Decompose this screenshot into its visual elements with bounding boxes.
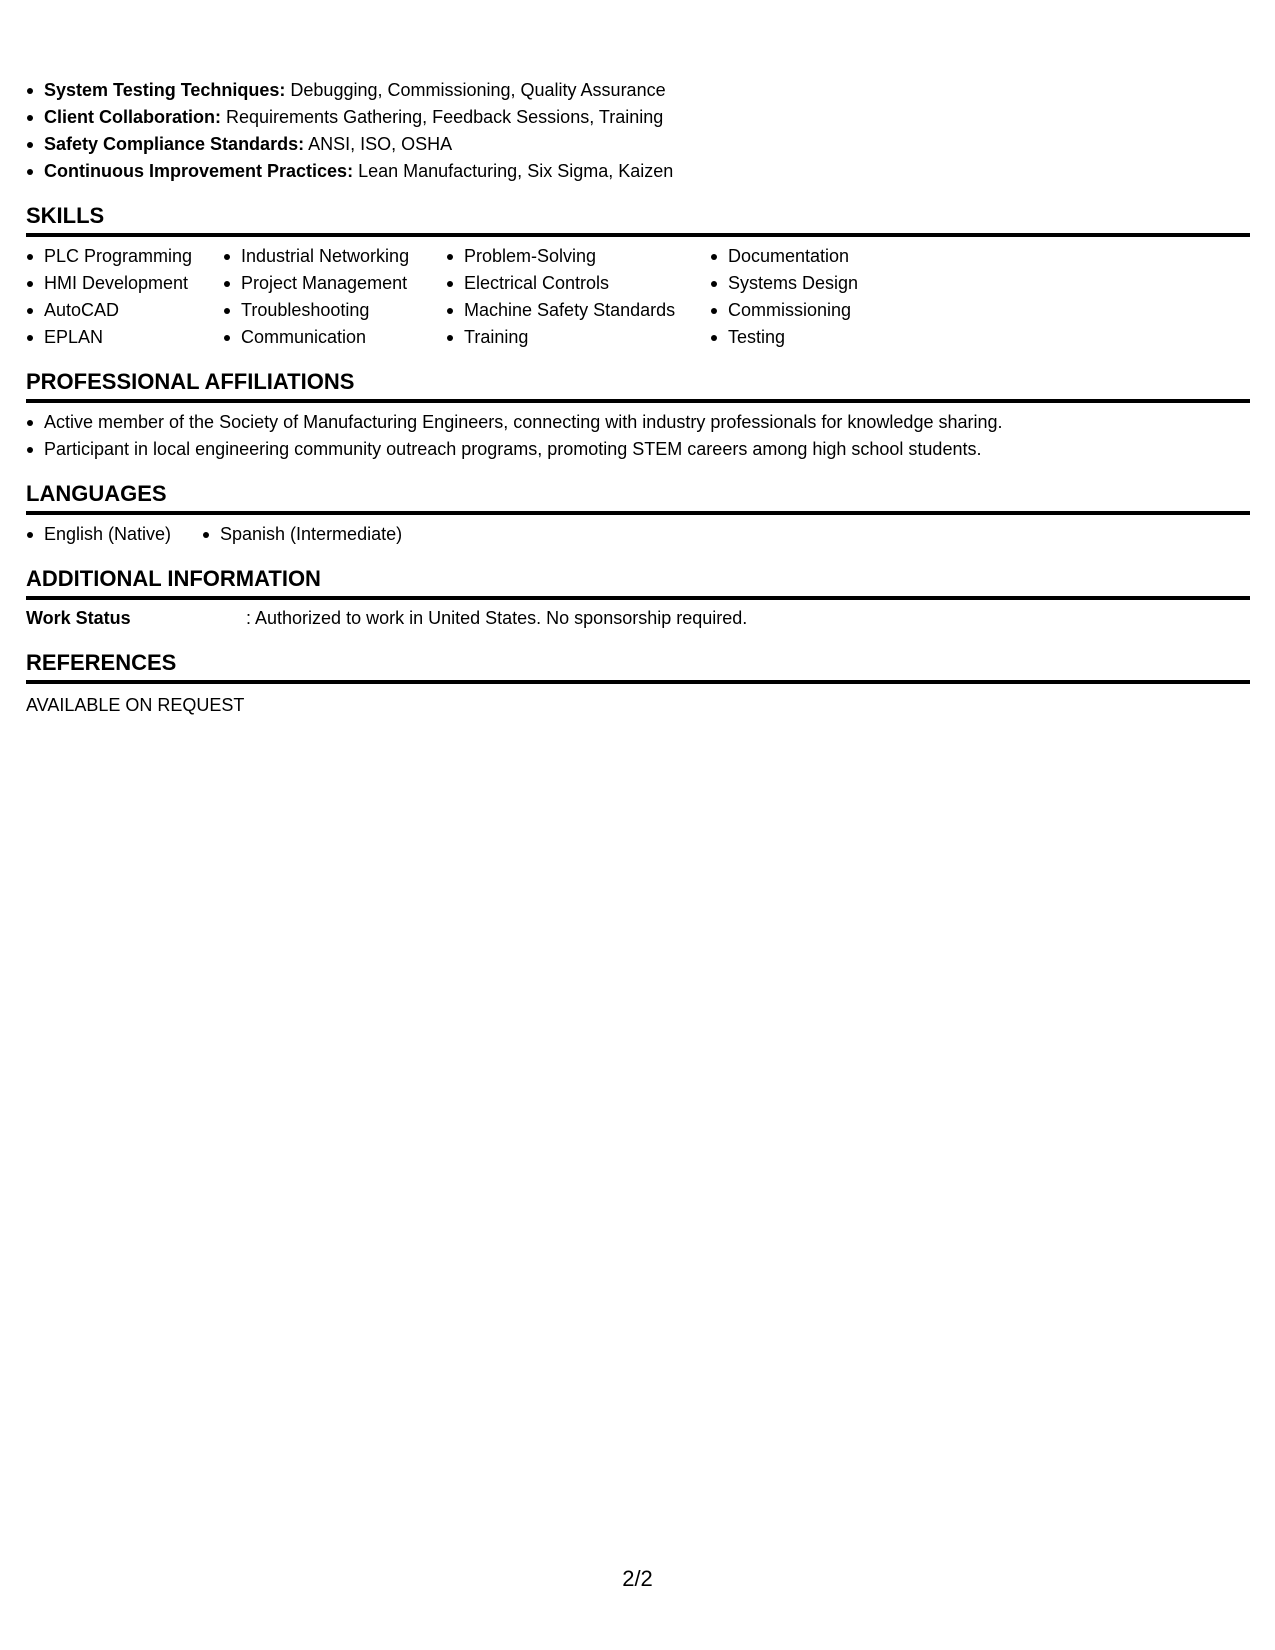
skill-item: Problem-Solving (446, 243, 710, 270)
bullet-icon (447, 281, 453, 287)
bullet-icon (27, 169, 33, 175)
languages-list (26, 521, 1250, 548)
work-status-label: Work Status (26, 608, 131, 628)
affiliations-heading: PROFESSIONAL AFFILIATIONS (26, 369, 1250, 403)
list-item (26, 131, 1250, 158)
work-status-row (26, 605, 1250, 632)
skill-item: Testing (710, 324, 910, 351)
competency-label: Client Collaboration: (44, 107, 221, 127)
bullet-icon (27, 88, 33, 94)
skill-item: Communication (223, 324, 446, 351)
language-column-1 (26, 521, 202, 548)
competency-value: Debugging, Commissioning, Quality Assurance (290, 80, 666, 100)
list-item (26, 77, 1250, 104)
language-item: English (Native) (26, 521, 202, 548)
bullet-icon (224, 335, 230, 341)
skills-column-4 (710, 243, 910, 351)
competency-value: Lean Manufacturing, Six Sigma, Kaizen (358, 161, 674, 181)
bullet-icon (224, 281, 230, 287)
skill-item: PLC Programming (26, 243, 223, 270)
skill-item: Troubleshooting (223, 297, 446, 324)
bullet-icon (203, 532, 209, 538)
bullet-icon (27, 420, 33, 426)
skill-item: Industrial Networking (223, 243, 446, 270)
bullet-icon (711, 308, 717, 314)
skill-item: Systems Design (710, 270, 910, 297)
language-column-2 (202, 521, 402, 548)
skill-item: Documentation (710, 243, 910, 270)
affiliations-list (26, 409, 1250, 463)
skill-item: Project Management (223, 270, 446, 297)
references-section (26, 650, 1250, 719)
language-item: Spanish (Intermediate) (202, 521, 402, 548)
skill-item: EPLAN (26, 324, 223, 351)
languages-section (26, 481, 1250, 548)
skills-column-3 (446, 243, 710, 351)
bullet-icon (27, 447, 33, 453)
bullet-icon (27, 335, 33, 341)
skill-item: Commissioning (710, 297, 910, 324)
bullet-icon (27, 308, 33, 314)
affiliations-section (26, 369, 1250, 463)
bullet-icon (224, 308, 230, 314)
bullet-icon (224, 254, 230, 260)
affiliation-item: Participant in local engineering community outreach programs, promoting STEM careers among high school students. (26, 436, 1250, 463)
competency-value: ANSI, ISO, OSHA (308, 134, 453, 154)
bullet-icon (27, 532, 33, 538)
bullet-icon (27, 142, 33, 148)
bullet-icon (27, 254, 33, 260)
competencies-list (26, 77, 1250, 185)
skill-item: Electrical Controls (446, 270, 710, 297)
competency-label: System Testing Techniques: (44, 80, 286, 100)
bullet-icon (711, 281, 717, 287)
bullet-icon (711, 254, 717, 260)
affiliation-item: Active member of the Society of Manufacturing Engineers, connecting with industry professionals for knowledge sharing. (26, 409, 1250, 436)
skills-columns (26, 243, 1250, 351)
skill-item: HMI Development (26, 270, 223, 297)
competency-value: Requirements Gathering, Feedback Sessions, Training (226, 107, 664, 127)
additional-info-section (26, 566, 1250, 632)
competency-label: Continuous Improvement Practices: (44, 161, 354, 181)
work-status-value: : Authorized to work in United States. No sponsorship required. (246, 608, 748, 628)
skill-item: Training (446, 324, 710, 351)
bullet-icon (27, 281, 33, 287)
resume-content (26, 77, 1250, 719)
skill-item: AutoCAD (26, 297, 223, 324)
skills-heading: SKILLS (26, 203, 1250, 237)
skills-column-1 (26, 243, 223, 351)
references-heading: REFERENCES (26, 650, 1250, 684)
skills-column-2 (223, 243, 446, 351)
additional-info-heading: ADDITIONAL INFORMATION (26, 566, 1250, 600)
skills-section (26, 203, 1250, 351)
bullet-icon (447, 254, 453, 260)
list-item (26, 158, 1250, 185)
bullet-icon (711, 335, 717, 341)
references-text: AVAILABLE ON REQUEST (26, 695, 245, 715)
languages-heading: LANGUAGES (26, 481, 1250, 515)
bullet-icon (27, 115, 33, 121)
bullet-icon (447, 335, 453, 341)
skill-item: Machine Safety Standards (446, 297, 710, 324)
bullet-icon (447, 308, 453, 314)
page-number: 2/2 (622, 1566, 653, 1591)
list-item (26, 104, 1250, 131)
competency-label: Safety Compliance Standards: (44, 134, 305, 154)
